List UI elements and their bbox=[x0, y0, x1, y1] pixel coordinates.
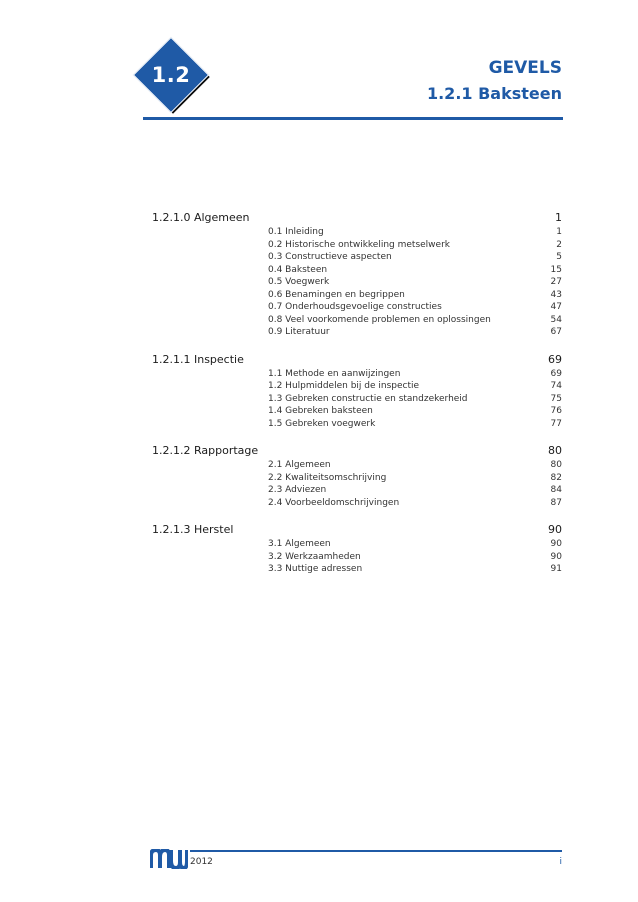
toc-entry[interactable] bbox=[152, 314, 562, 327]
toc-entry[interactable] bbox=[152, 289, 562, 302]
toc-entry[interactable] bbox=[152, 538, 562, 551]
toc-entry-page: 27 bbox=[550, 277, 562, 287]
page-title: GEVELS bbox=[488, 58, 562, 78]
toc-entry-label: 1.4 Gebreken baksteen bbox=[268, 406, 373, 416]
toc-entry[interactable] bbox=[152, 551, 562, 564]
toc-section bbox=[152, 443, 562, 509]
toc-entry-page: 90 bbox=[550, 551, 562, 562]
toc-entry-page: 75 bbox=[550, 393, 562, 404]
toc-section bbox=[152, 210, 562, 339]
toc-entry-label: 0.9 Literatuur bbox=[268, 327, 330, 337]
toc-entry-page: 47 bbox=[550, 302, 562, 312]
toc-entry[interactable] bbox=[152, 393, 562, 406]
toc-entry[interactable] bbox=[152, 418, 562, 431]
chapter-badge bbox=[140, 44, 214, 118]
footer-year: 2012 bbox=[190, 857, 213, 867]
toc-entry-label: 2.3 Adviezen bbox=[268, 485, 327, 495]
toc-entry-page: 54 bbox=[550, 314, 562, 325]
toc-entry-label: 1.2 Hulpmiddelen bij de inspectie bbox=[268, 381, 420, 391]
toc-entry-label: 1.1 Methode en aanwijzingen bbox=[268, 368, 401, 379]
toc-entry-label: 1.3 Gebreken constructie en standzekerheid bbox=[268, 393, 468, 404]
toc-section-title: 1.2.1.0 Algemeen bbox=[152, 211, 250, 224]
toc-entry-page: 84 bbox=[550, 485, 562, 495]
toc-entry-page: 77 bbox=[550, 418, 562, 429]
toc-entry[interactable] bbox=[152, 484, 562, 497]
toc-entry[interactable] bbox=[152, 368, 562, 381]
toc-section-title: 1.2.1.1 Inspectie bbox=[152, 352, 244, 366]
toc-section bbox=[152, 522, 562, 576]
toc-entry-label: 0.3 Constructieve aspecten bbox=[268, 252, 392, 262]
toc-entry-page: 2 bbox=[556, 239, 562, 250]
toc-entry-label: 2.2 Kwaliteitsomschrijving bbox=[268, 472, 387, 483]
toc-entry-label: 0.5 Voegwerk bbox=[268, 277, 330, 287]
toc-section bbox=[152, 352, 562, 431]
toc-section-heading[interactable] bbox=[152, 210, 562, 226]
toc-entry[interactable] bbox=[152, 239, 562, 252]
toc-entry-label: 2.4 Voorbeeldomschrijvingen bbox=[268, 497, 400, 508]
toc-entry[interactable] bbox=[152, 264, 562, 277]
toc-entry-label: 0.7 Onderhoudsgevoelige constructies bbox=[268, 302, 442, 312]
toc-entry-page: 69 bbox=[550, 368, 562, 379]
toc-entry-page: 80 bbox=[550, 460, 562, 470]
toc-section-heading[interactable] bbox=[152, 443, 562, 459]
toc-entry[interactable] bbox=[152, 251, 562, 264]
toc-entry-label: 3.2 Werkzaamheden bbox=[268, 551, 361, 562]
toc-entry[interactable] bbox=[152, 405, 562, 418]
toc-section-page: 69 bbox=[548, 352, 562, 366]
toc-entry[interactable] bbox=[152, 380, 562, 393]
toc-entry-label: 0.1 Inleiding bbox=[268, 227, 324, 237]
footer-page-number: i bbox=[559, 857, 562, 867]
header-divider bbox=[143, 117, 563, 120]
toc-entry-label: 0.8 Veel voorkomende problemen en oplossingen bbox=[268, 314, 491, 325]
toc-entry-label: 2.1 Algemeen bbox=[268, 460, 331, 470]
toc-entry-page: 5 bbox=[556, 252, 562, 262]
toc-entry-label: 0.2 Historische ontwikkeling metselwerk bbox=[268, 239, 450, 250]
toc-section-title: 1.2.1.2 Rapportage bbox=[152, 444, 259, 457]
toc-entry-page: 91 bbox=[550, 564, 562, 574]
toc-entry[interactable] bbox=[152, 276, 562, 289]
toc-entry[interactable] bbox=[152, 301, 562, 314]
toc-entry[interactable] bbox=[152, 472, 562, 485]
toc-entry-label: 0.4 Baksteen bbox=[268, 264, 328, 275]
table-of-contents bbox=[152, 210, 562, 589]
toc-entry[interactable] bbox=[152, 497, 562, 510]
mw-logo bbox=[150, 849, 188, 869]
toc-entry-page: 87 bbox=[550, 497, 562, 508]
toc-entry-page: 74 bbox=[550, 381, 562, 391]
toc-entry-label: 3.1 Algemeen bbox=[268, 539, 331, 549]
toc-section-page: 1 bbox=[555, 211, 562, 224]
toc-entry[interactable] bbox=[152, 226, 562, 239]
toc-entry-page: 76 bbox=[550, 406, 562, 416]
toc-section-page: 80 bbox=[548, 444, 562, 457]
toc-entry-page: 15 bbox=[550, 264, 562, 275]
toc-entry-page: 90 bbox=[550, 539, 562, 549]
toc-section-title: 1.2.1.3 Herstel bbox=[152, 523, 234, 536]
toc-entry-label: 0.6 Benamingen en begrippen bbox=[268, 289, 405, 300]
toc-section-heading[interactable] bbox=[152, 522, 562, 538]
toc-entry-page: 43 bbox=[550, 289, 562, 300]
page-subtitle: 1.2.1 Baksteen bbox=[426, 84, 562, 103]
toc-entry-page: 67 bbox=[550, 327, 562, 337]
toc-entry[interactable] bbox=[152, 563, 562, 576]
footer-divider bbox=[190, 850, 562, 852]
toc-section-page: 90 bbox=[548, 523, 562, 536]
toc-section-heading[interactable] bbox=[152, 352, 562, 368]
badge-label: 1.2 bbox=[151, 63, 191, 87]
toc-entry-page: 1 bbox=[556, 227, 562, 237]
toc-entry[interactable] bbox=[152, 326, 562, 339]
toc-entry[interactable] bbox=[152, 459, 562, 472]
toc-entry-label: 1.5 Gebreken voegwerk bbox=[268, 418, 376, 429]
toc-entry-label: 3.3 Nuttige adressen bbox=[268, 564, 363, 574]
toc-entry-page: 82 bbox=[550, 472, 562, 483]
